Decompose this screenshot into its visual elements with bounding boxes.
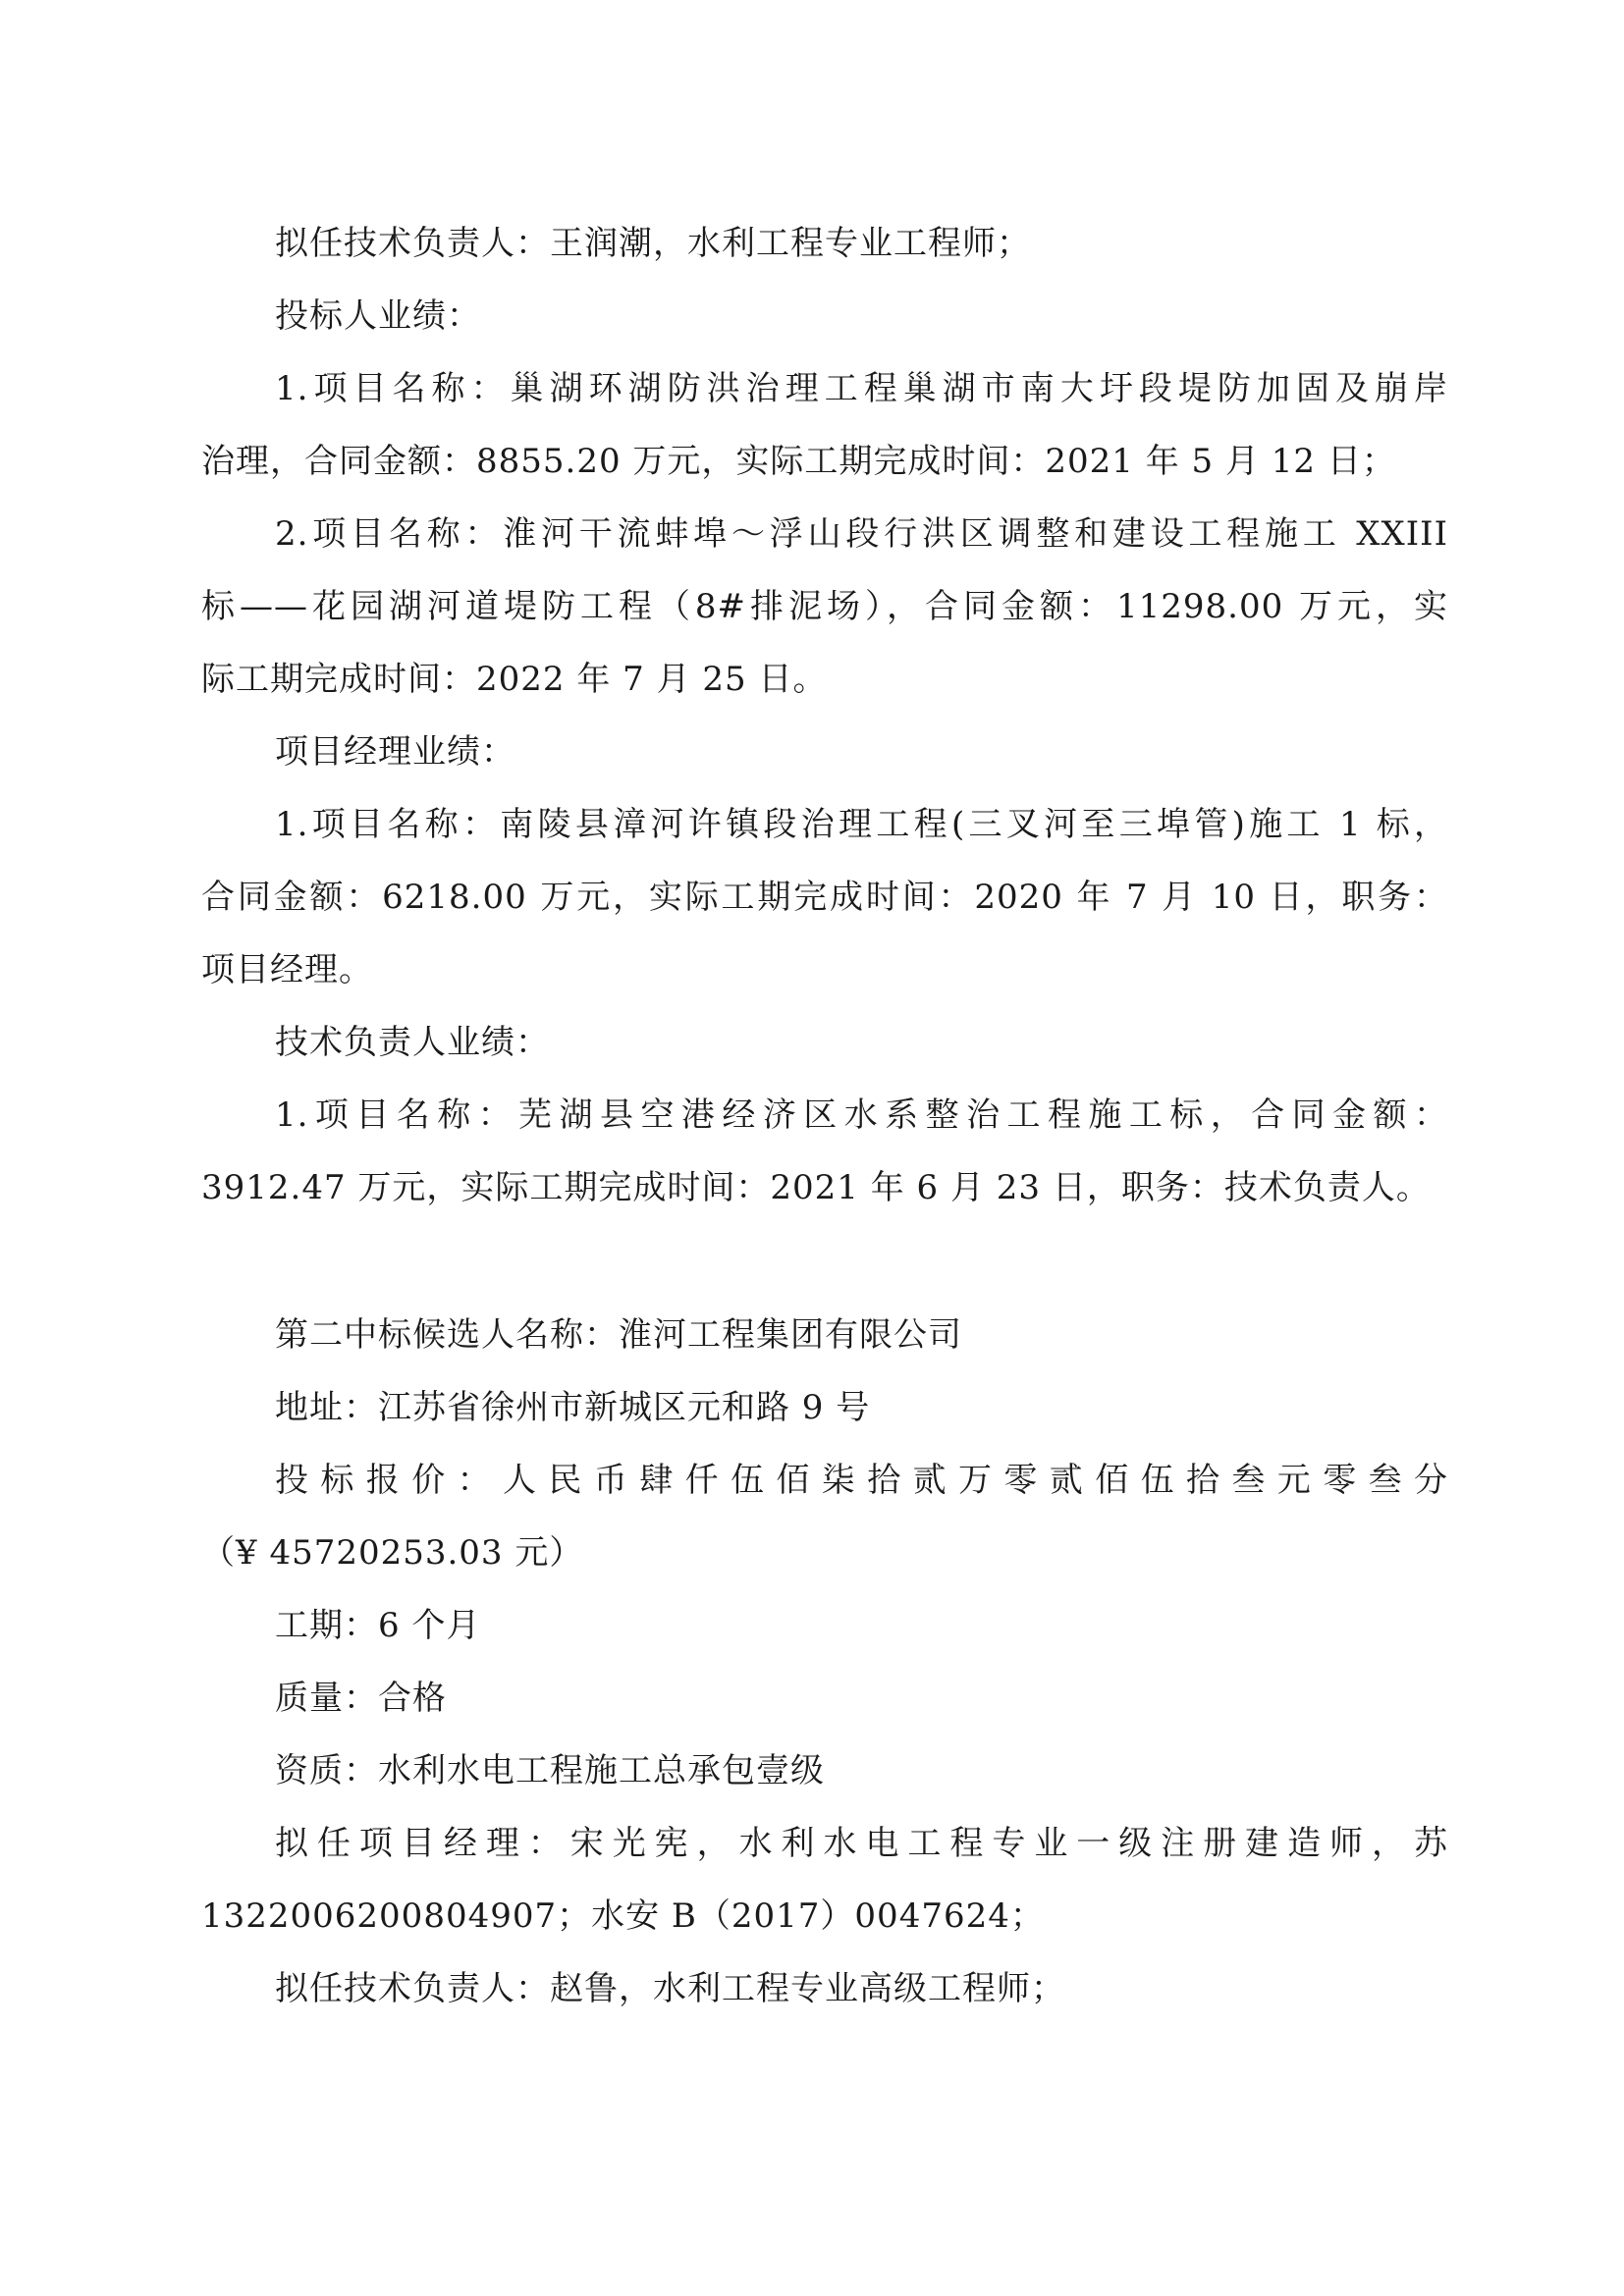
tech-lead-performance-item-1-line-1: 1.项目名称：芜湖县空港经济区水系整治工程施工标，合同金额： <box>275 1095 1448 1135</box>
second-candidate-address: 地址：江苏省徐州市新城区元和路 9 号 <box>275 1388 871 1427</box>
second-candidate-name: 第二中标候选人名称：淮河工程集团有限公司 <box>275 1315 962 1355</box>
bidder-performance-item-1-line-2: 治理，合同金额：8855.20 万元，实际工期完成时间：2021 年 5 月 12 日； <box>201 442 1396 481</box>
tech-lead-line: 拟任技术负责人：王润潮，水利工程专业工程师； <box>275 224 1031 263</box>
bid-price-line-2: （¥ 45720253.03 元） <box>201 1533 584 1573</box>
bidder-performance-item-2-line-3: 际工期完成时间：2022 年 7 月 25 日。 <box>201 660 828 699</box>
quality: 质量：合格 <box>275 1679 447 1718</box>
pm-performance-item-1-line-1: 1.项目名称：南陵县漳河许镇段治理工程(三叉河至三埠管)施工 1 标， <box>275 805 1448 844</box>
bidder-performance-heading: 投标人业绩： <box>275 296 481 336</box>
bidder-performance-item-2-line-1: 2.项目名称：淮河干流蚌埠～浮山段行洪区调整和建设工程施工 XXIII <box>275 514 1448 554</box>
bidder-performance-item-1-line-1: 1.项目名称：巢湖环湖防洪治理工程巢湖市南大圩段堤防加固及崩岸 <box>275 369 1448 408</box>
bid-price-line-1: 投标报价：人民币肆仟伍佰柒拾贰万零贰佰伍拾叁元零叁分 <box>275 1461 1448 1500</box>
pm-performance-item-1-line-2: 合同金额：6218.00 万元，实际工期完成时间：2020 年 7 月 10 日，职务： <box>201 878 1448 917</box>
pm-performance-heading: 项目经理业绩： <box>275 732 515 772</box>
second-tech-lead: 拟任技术负责人：赵鲁，水利工程专业高级工程师； <box>275 1969 1065 2008</box>
pm-performance-item-1-line-3: 项目经理。 <box>201 950 373 989</box>
tech-lead-performance-item-1-line-2: 3912.47 万元，实际工期完成时间：2021 年 6 月 23 日，职务：技术负责人。 <box>201 1168 1431 1207</box>
duration: 工期：6 个月 <box>275 1606 481 1645</box>
project-manager-line-1: 拟任项目经理：宋光宪，水利水电工程专业一级注册建造师，苏 <box>275 1824 1448 1863</box>
tech-lead-performance-heading: 技术负责人业绩： <box>275 1023 550 1062</box>
project-manager-line-2: 1322006200804907；水安 B（2017）0047624； <box>201 1896 1045 1936</box>
qualification: 资质：水利水电工程施工总承包壹级 <box>275 1751 825 1790</box>
bidder-performance-item-2-line-2: 标——花园湖河道堤防工程（8#排泥场），合同金额：11298.00 万元，实 <box>201 587 1448 626</box>
